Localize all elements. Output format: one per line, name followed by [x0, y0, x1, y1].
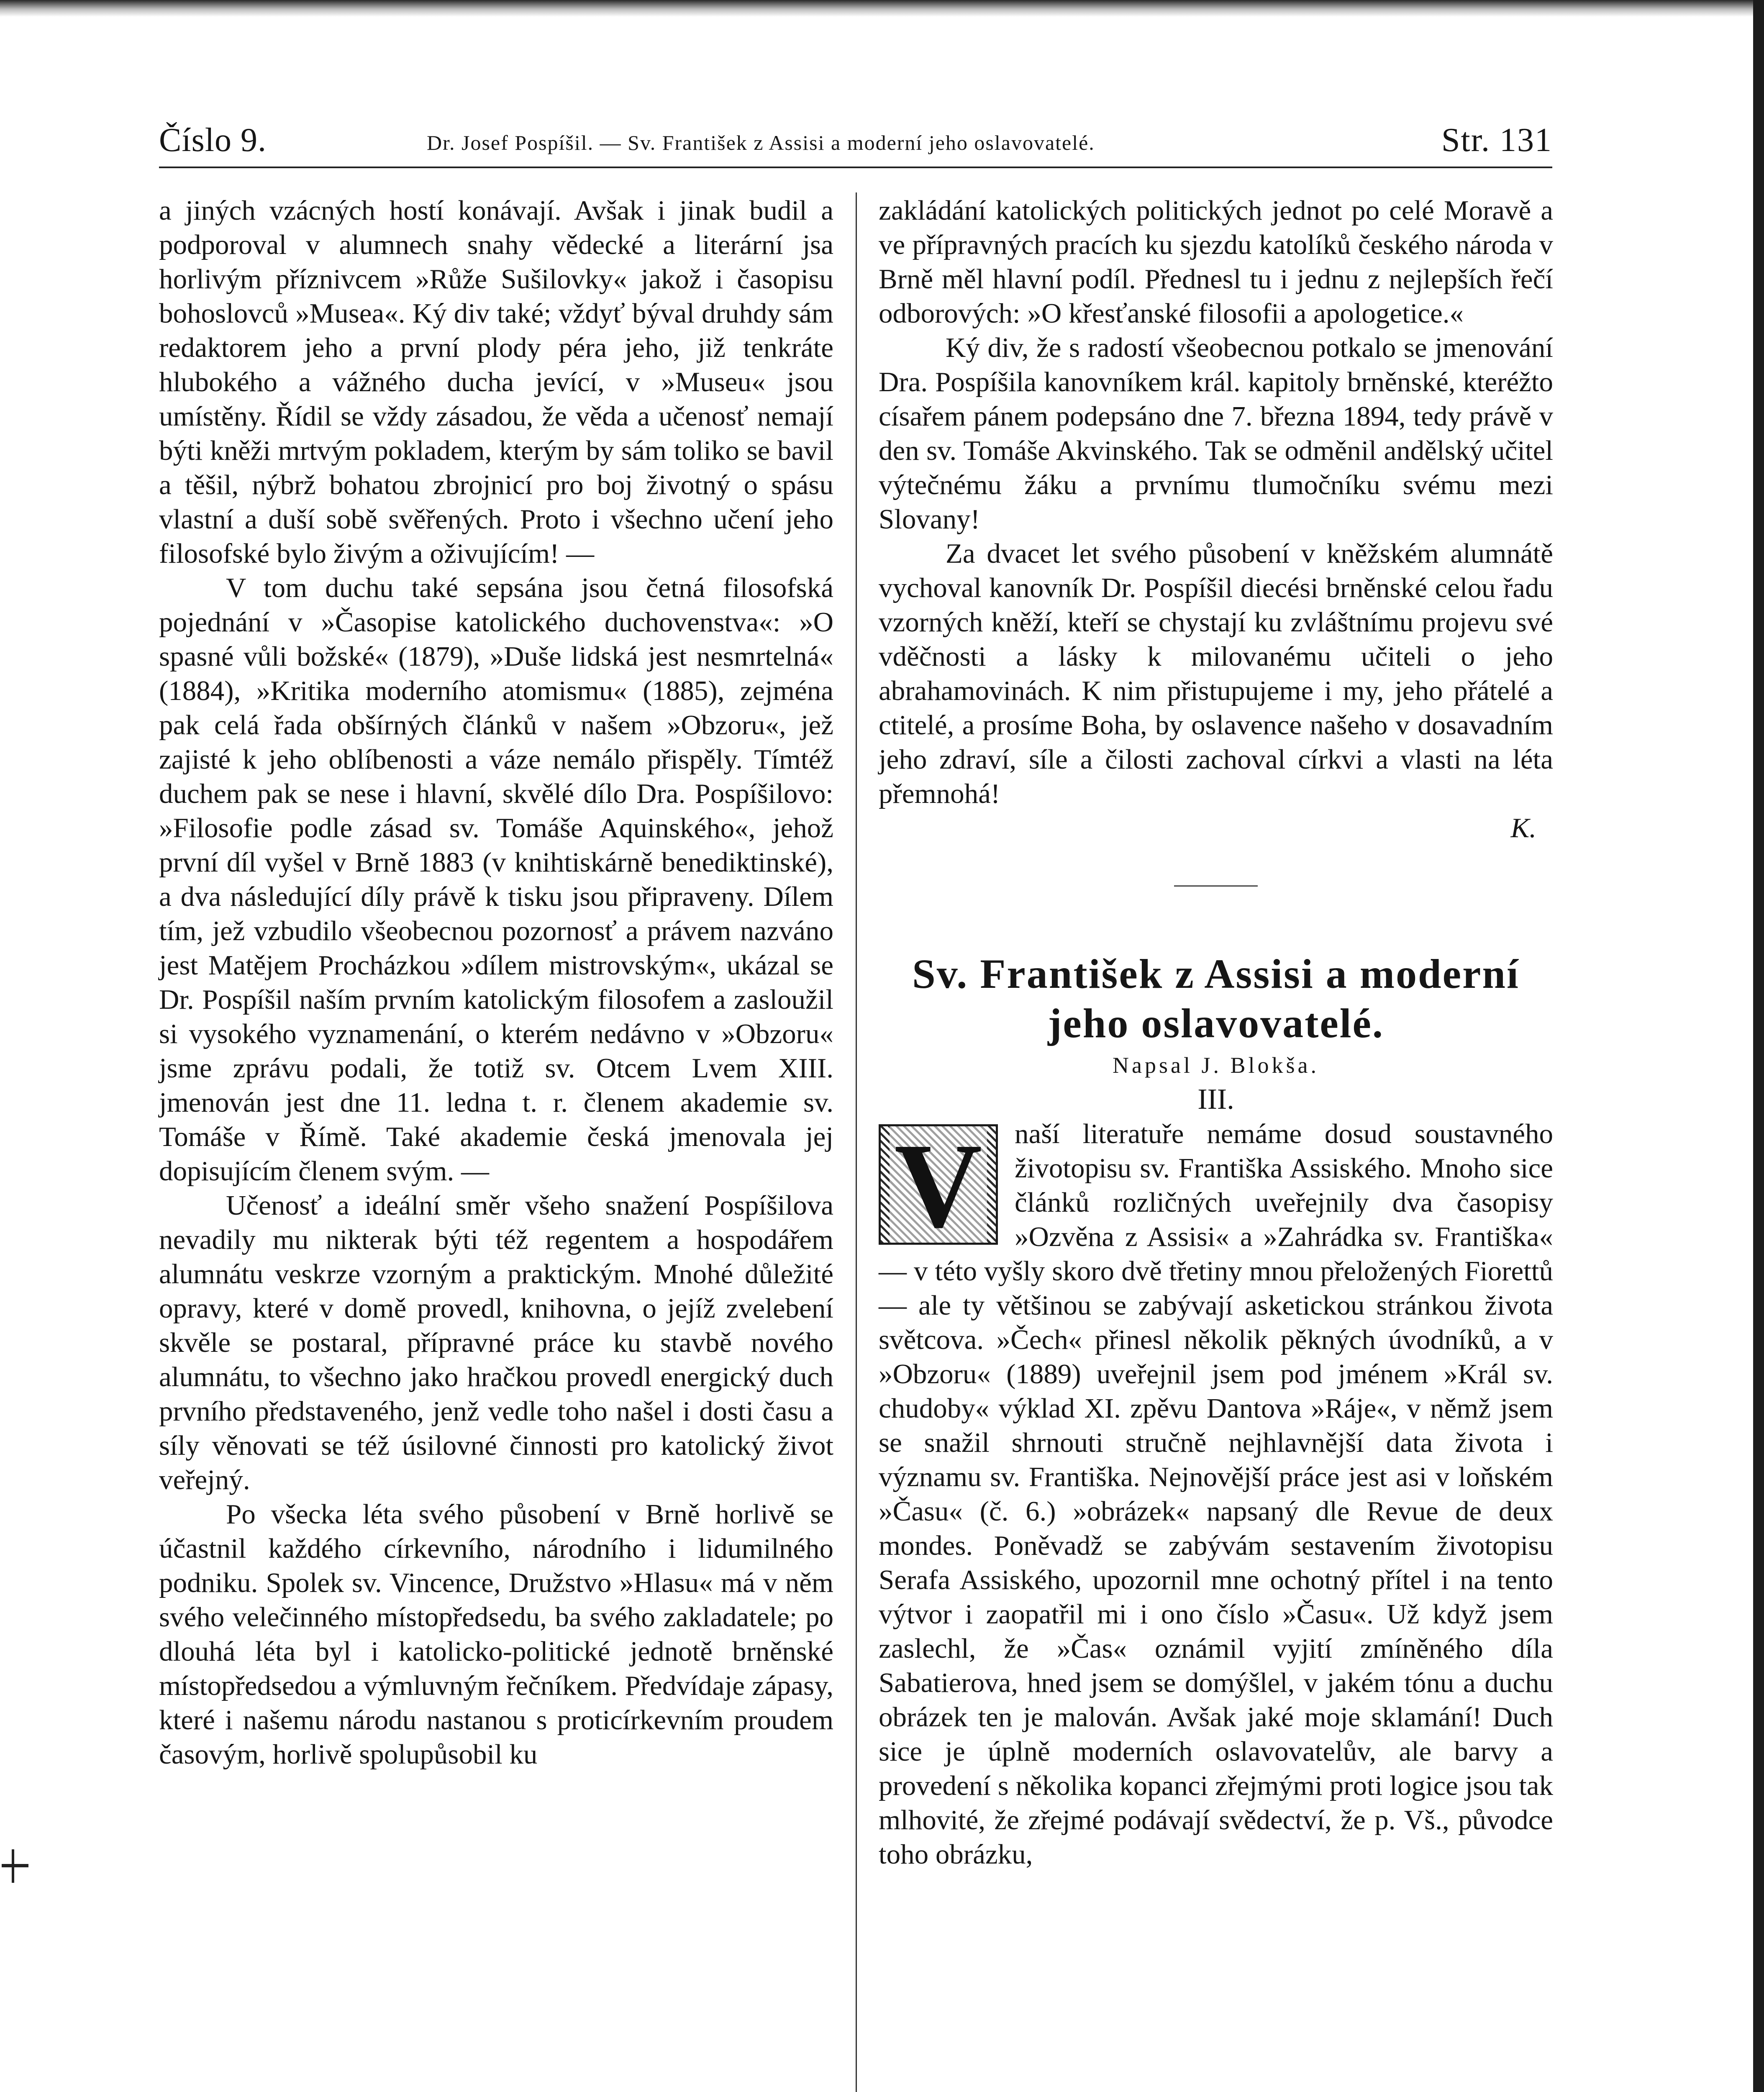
article-part-number: III.: [1197, 1083, 1234, 1115]
right-paragraph-1: zakládání katolických politických jednot po celé Moravě a ve přípravných pracích ku sjezdu katolíků českého národa v Brně měl hlavní podíl. Přednesl tu i jednu z nejlepších řečí odborových: »O křesťanské filosofii a apologetice.«: [879, 195, 1553, 329]
header-rule: [159, 167, 1552, 168]
issue-number: Číslo 9.: [159, 122, 267, 159]
author-signature: K.: [1510, 813, 1536, 843]
left-paragraph-2: V tom duchu také sepsána jsou četná filosofská pojednání v »Časopise katolického duchovenstva«: »O spasné vůli božské« (1879), »Duše lidská jest nesmrtelná« (1884), »Kritika moderního atomismu« (1885), zejména pak celá řada obšírných článků v našem »Obzoru«, jež zajisté k jeho oblíbenosti a váze nemálo přispěly. Tímtéž duchem pak se nese i hlavní, skvělé dílo Dra. Pospíšilovo: »Filosofie podle zásad sv. Tomáše Aquinského«, jehož první díl vyšel v Brně 1883 (v knihtiskárně benediktinské), a dva následující díly právě k tisku jsou připraveny. Dílem tím, jež vzbudilo všeobecnou pozornosť a právem nazváno jest Matějem Procházkou »dílem mistrovským«, ukázal se Dr. Pospíšil naším prvním katolickým filosofem a zasloužil si vysokého vyznamenání, o kterém nedávno v »Obzoru« jsme zprávu podali, že totiž sv. Otcem Lvem XIII. jmenován jest dne 11. ledna t. r. členem akademie sv. Tomáše v Římě. Také akademie česká jmenovala jej dopisujícím členem svým. —: [159, 572, 833, 1187]
column-divider: [856, 192, 857, 2092]
running-header: [159, 113, 1552, 167]
section-divider: [1174, 885, 1258, 887]
page-number: Str. 131: [1441, 122, 1552, 159]
running-title: Dr. Josef Pospíšil. — Sv. František z Assisi a moderní jeho oslavovatelé.: [427, 131, 1095, 154]
left-paragraph-3: Učenosť a ideální směr všeho snažení Pospíšilova nevadily mu nikterak býti též regentem a hospodářem alumnátu veskrze vzorným a praktickým. Mnohé důležité opravy, které v domě provedl, knihovna, o jejíž zvelebení skvěle se postaral, přípravné práce ku stavbě nového alumnátu, to všechno jako hračkou provedl energický duch prvního představeného, jenž vedle toho našel i dosti času a síly věnovati se též úsilovné činnosti pro katolický život veřejný.: [159, 1190, 833, 1495]
left-paragraph-1: a jiných vzácných hostí konávají. Avšak i jinak budil a podporoval v alumnech snahy vědecké a literární jsa horlivým příznivcem »Růže Sušilovky« jakož i časopisu bohoslovců »Musea«. Ký div také; vždyť býval druhdy sám redaktorem jeho a první plody péra jeho, již tenkráte hlubokého a vážného ducha jevící, v »Museu« jsou umístěny. Řídil se vždy zásadou, že věda a učenosť nemají býti kněži mrtvým pokladem, kterým by sám toliko se bavil a těšil, nýbrž bohatou zbrojnicí pro boj životný o spásu vlastní a duší sobě svěřených. Proto i všechno učení jeho filosofské bylo živým a oživujícím! —: [159, 195, 833, 569]
article-paragraph-1: naší literatuře nemáme dosud soustavného životopisu sv. Františka Assiského. Mnoho sice článků rozličných uveřejnily dva časopisy »Ozvěna z Assisi« a »Zahrádka sv. Františka« — v této vyšly skoro dvě třetiny mnou přeložených Fiorettů — ale ty většinou se zabývají asketickou stránkou života světcova. »Čech« přinesl několik pěkných úvodníků, a v »Obzoru« (1889) uveřejnil jsem pod jménem »Král sv. chudoby« výklad XI. zpěvu Dantova »Ráje«, v němž jsem se snažil shrnouti stručně nejhlavnější data života i významu sv. Františka. Nejnovější práce jest asi v loňském »Času« (č. 6.) »obrázek« napsaný dle Revue de deux mondes. Poněvadž se zabývám sestavením životopisu Serafa Assiského, upozornil mne ochotný přítel i na tento výtvor i zaopatřil mi i ono číslo »Času«. Už když jsem zaslechl, že »Čas« oznámil vyjití zmíněného díla Sabatierova, hned jsem se domýšlel, v jakém tónu a duchu obrázek ten je malován. Avšak jaké moje sklamání! Duch sice je úplně moderních oslavovatelův, ale barvy a provedení s několika kopanci zřejmými proti logice jsou tak mlhovité, že zřejmé podávají svědectví, že p. Vš., původce toho obrázku,: [879, 1118, 1553, 1870]
scan-edge-right: [1753, 0, 1764, 2092]
left-column: [159, 193, 833, 1772]
right-paragraph-2: Ký div, že s radostí všeobecnou potkalo se jmenování Dra. Pospíšila kanovníkem král. kapitoly brněnské, kteréžto císařem pánem podepsáno dne 7. března 1894, tedy právě v den sv. Tomáše Akvinského. Tak se odměnil andělský učitel výtečnému žáku a prvnímu tlumočníku svému mezi Slovany!: [879, 332, 1553, 535]
decorative-initial-letter: V: [890, 1124, 987, 1245]
binding-mark-upper-stem: [12, 1849, 14, 1883]
right-paragraph-3: Za dvacet let svého působení v kněžském alumnátě vychoval kanovník Dr. Pospíšil diecési brněnské celou řadu vzorných kněží, kteří se chystají ku zvláštnímu projevu své vděčnosti a lásky k milovanému učiteli o jeho abrahamovinách. K nim přistupujeme i my, jeho přátelé a ctitelé, a prosíme Boha, by oslavence našeho v dosavadním jeho zdraví, síle a čilosti zachoval církvi a vlasti na léta přemnohá!: [879, 538, 1553, 809]
decorative-initial: [879, 1124, 998, 1245]
right-column: [879, 193, 1553, 1872]
binding-mark-upper: [2, 1864, 28, 1867]
left-paragraph-4: Po všecka léta svého působení v Brně horlivě se účastnil každého církevního, národního i lidumilného podniku. Spolek sv. Vincence, Družstvo »Hlasu« má v něm svého velečinného místopředsedu, ba svého zakladatele; po dlouhá léta byl i katolicko-politické jednotě brněnské místopředsedou a výmluvným řečníkem. Předvídaje zápasy, které i našemu národu nastanou s proticírkevním proudem časovým, horlivě spolupůsobil ku: [159, 1499, 833, 1770]
article-title: Sv. František z Assisi a moderní jeho oslavovatelé.: [912, 951, 1520, 1046]
scan-edge-top: [0, 0, 1764, 17]
article-byline: Napsal J. Blokša.: [1113, 1053, 1319, 1078]
